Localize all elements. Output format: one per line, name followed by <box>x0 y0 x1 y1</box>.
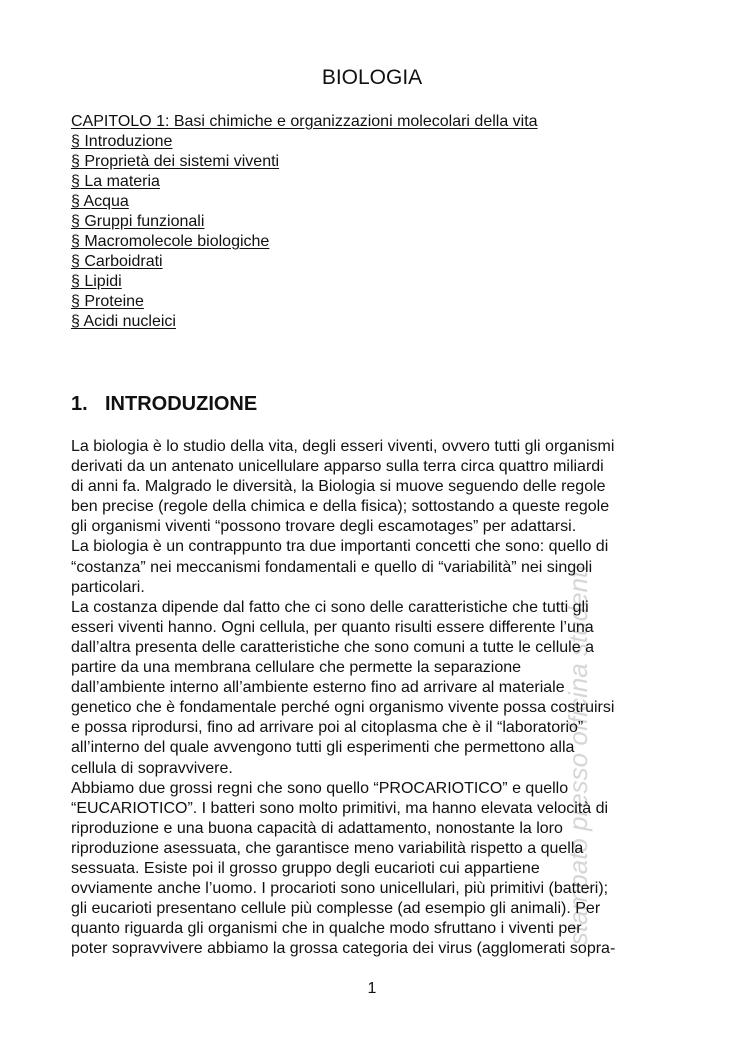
watermark: stampato presso officina studenti <box>563 564 593 946</box>
toc-link-macromolecole-biologiche[interactable]: § Macromolecole biologiche <box>71 233 270 250</box>
text-line: esseri viventi hanno. Ogni cellula, per quanto risulti essere differente l’una <box>71 618 594 636</box>
toc-link-lipidi[interactable]: § Lipidi <box>71 273 122 290</box>
text-line: e possa riprodursi, fino ad arrivare poi al citoplasma che è il “laboratorio” <box>71 719 584 737</box>
body-text <box>71 437 671 959</box>
table-of-contents <box>71 112 538 332</box>
text-line: poter sopravvivere abbiamo la grossa categoria dei virus (agglomerati sopra- <box>71 940 616 958</box>
text-line: gli eucarioti presentano cellule più complesse (ad esempio gli animali). Per <box>71 900 601 918</box>
toc-link-carboidrati[interactable]: § Carboidrati <box>71 253 163 270</box>
text-line: “costanza” nei meccanismi fondamentali e quello di “variabilità” nei singoli <box>71 558 593 576</box>
text-line: di anni fa. Malgrado le diversità, la Biologia si muove seguendo delle regole <box>71 478 606 496</box>
text-line: gli organismi viventi “possono trovare degli escamotages” per adattarsi. <box>71 518 577 536</box>
toc-link-acidi-nucleici[interactable]: § Acidi nucleici <box>71 313 176 330</box>
text-line: cellula di sopravvivere. <box>71 759 233 777</box>
text-line: quanto riguarda gli organismi che in qualche modo sfruttano i viventi per <box>71 920 582 938</box>
text-line: La costanza dipende dal fatto che ci sono delle caratteristiche che tutti gli <box>71 598 589 616</box>
text-line: dall’ambiente interno all’ambiente esterno fino ad arrivare al materiale <box>71 679 565 697</box>
text-line: all’interno del quale avvengono tutti gli esperimenti che permettono alla <box>71 739 575 757</box>
text-line: ben precise (regole della chimica e della fisica); sottostando a queste regole <box>71 498 610 516</box>
section-heading <box>71 393 257 416</box>
toc-link-chapter-1[interactable]: CAPITOLO 1: Basi chimiche e organizzazioni molecolari della vita <box>71 113 538 130</box>
text-line: Abbiamo due grossi regni che sono quello “PROCARIOTICO” e quello <box>71 779 569 797</box>
text-line: particolari. <box>71 578 145 596</box>
text-line: sessuata. Esiste poi il grosso gruppo degli eucarioti cui appartiene <box>71 859 540 877</box>
toc-link-acqua[interactable]: § Acqua <box>71 193 129 210</box>
text-line: “EUCARIOTICO”. I batteri sono molto primitivi, ma hanno elevata velocità di <box>71 799 609 817</box>
page-number: 1 <box>367 980 377 997</box>
section-heading-text: INTRODUZIONE <box>105 393 258 415</box>
text-line: La biologia è lo studio della vita, degli esseri viventi, ovvero tutti gli organismi <box>71 438 615 455</box>
page-title: BIOLOGIA <box>321 66 423 89</box>
text-line: ovviamente anche l’uomo. I procarioti sono unicellulari, più primitivi (batteri); <box>71 880 609 898</box>
section-number: 1. <box>71 393 88 415</box>
text-line: riproduzione e una buona capacità di adattamento, nonostante la loro <box>71 819 563 837</box>
text-line: partire da una membrana cellulare che permette la separazione <box>71 659 522 677</box>
text-line: La biologia è un contrappunto tra due importanti concetti che sono: quello di <box>71 538 609 556</box>
text-line: genetico che è fondamentale perché ogni organismo vivente possa costruirsi <box>71 699 615 717</box>
text-line: riproduzione asessuata, che garantisce meno variabilità rispetto a quella <box>71 839 584 857</box>
toc-link-introduzione[interactable]: § Introduzione <box>71 133 173 150</box>
toc-link-la-materia[interactable]: § La materia <box>71 173 160 190</box>
toc-link-proteine[interactable]: § Proteine <box>71 293 144 310</box>
toc-link-proprieta-sistemi-viventi[interactable]: § Proprietà dei sistemi viventi <box>71 153 280 170</box>
text-line: dall’altra presenta delle caratteristiche che sono comuni a tutte le cellule a <box>71 638 594 656</box>
toc-link-gruppi-funzionali[interactable]: § Gruppi funzionali <box>71 213 205 230</box>
text-line: derivati da un antenato unicellulare apparso sulla terra circa quattro miliardi <box>71 458 604 476</box>
